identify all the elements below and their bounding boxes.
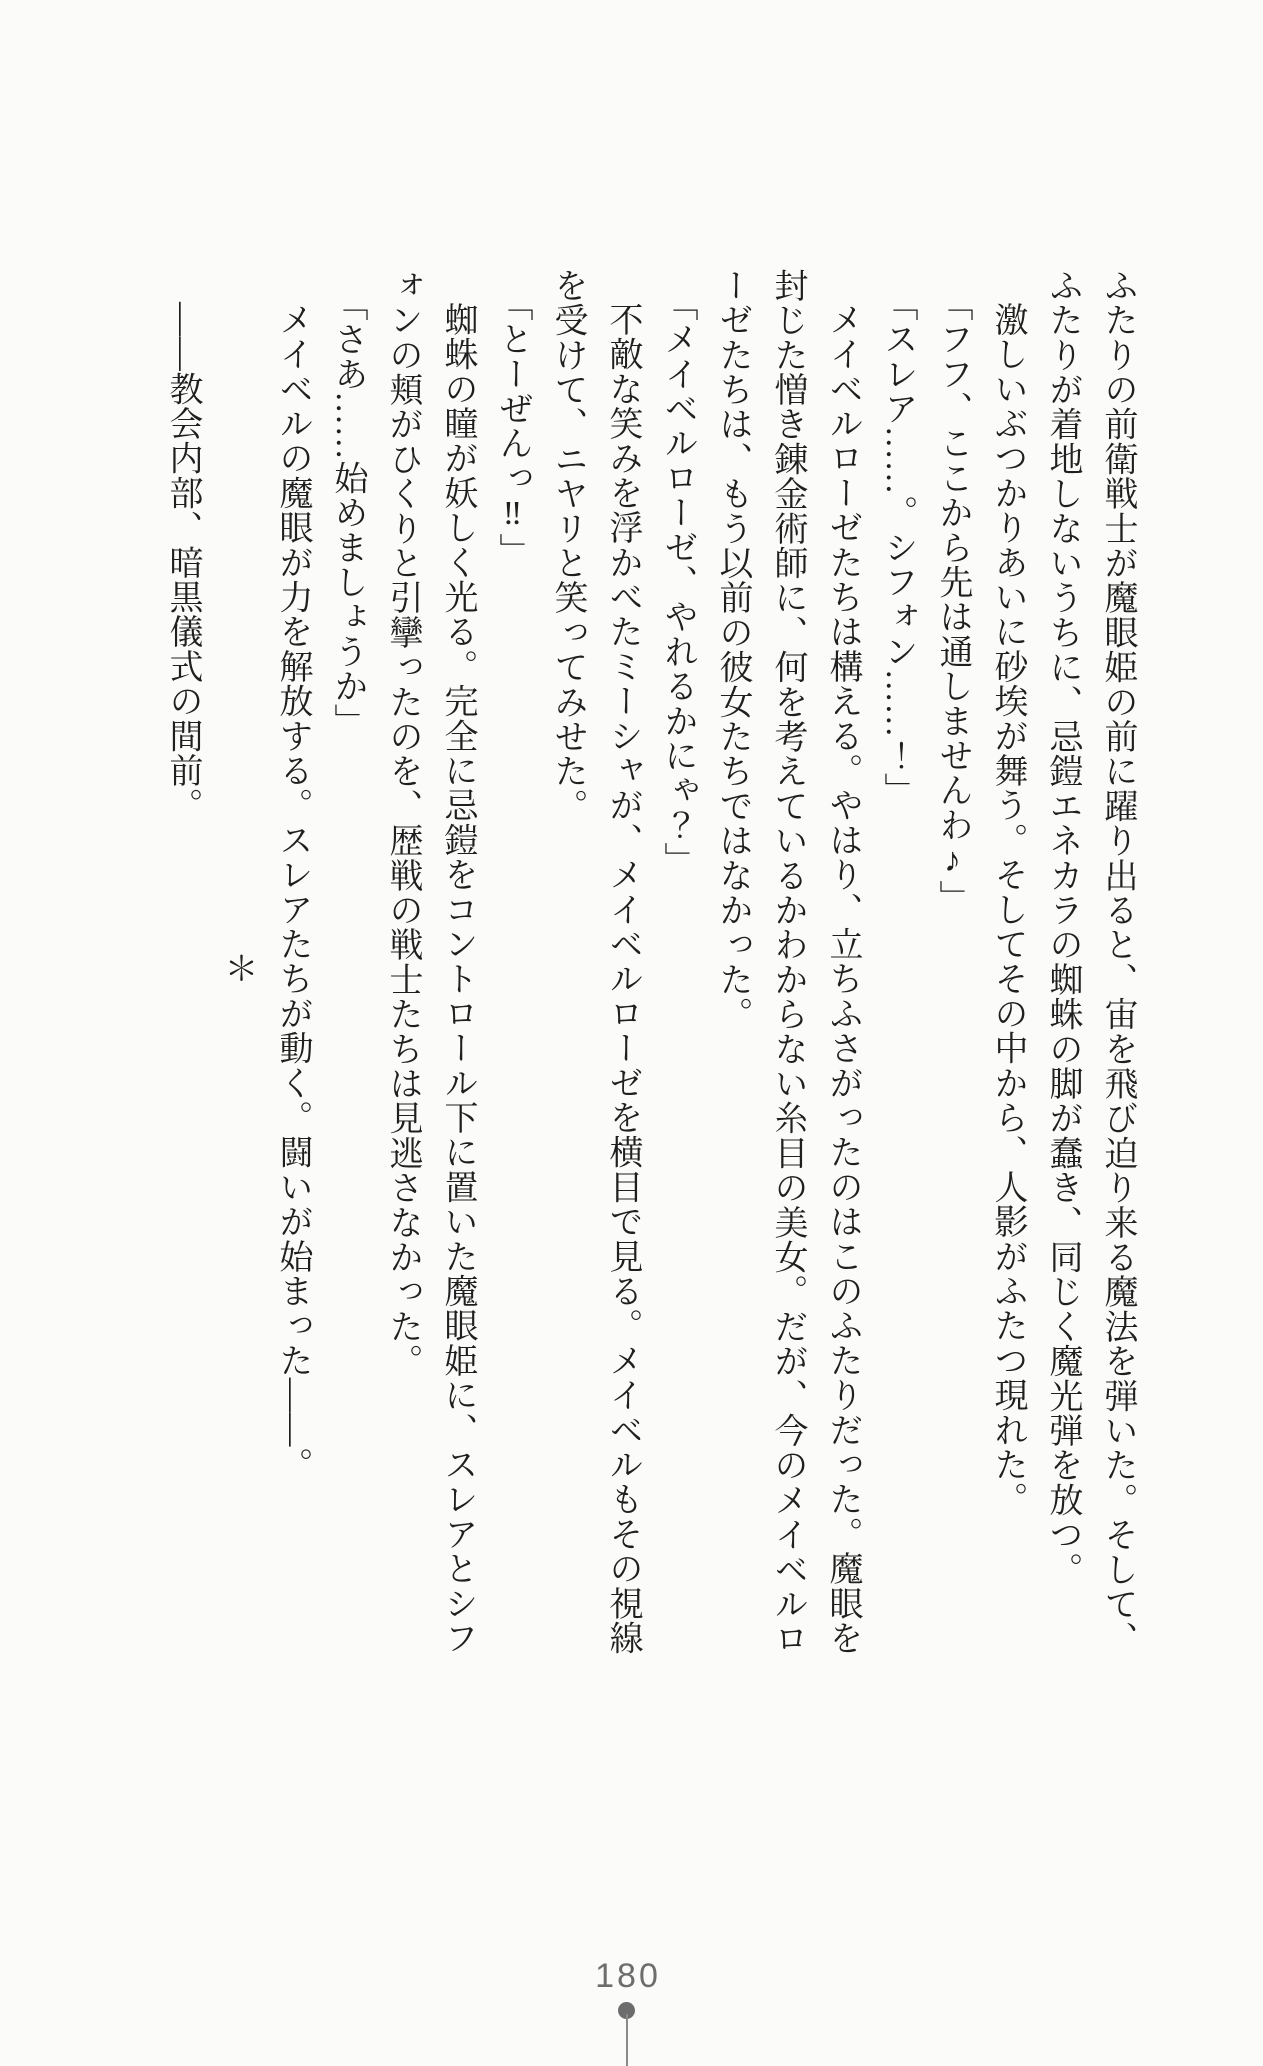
text-line: 「さあ……始めましょうか」 <box>329 286 366 738</box>
text-line: 激しいぶつかりあいに砂埃が舞う。そしてその中から、人影がふたつ現れた。 <box>989 302 1026 1517</box>
text-line: メイベルローゼたちは構える。やはり、立ちふさがったのはこのふたりだった。魔眼を <box>824 302 861 1656</box>
text-line: ーゼたちは、もう以前の彼女たちではなかった。 <box>714 268 751 1032</box>
scene-break-mark: ＊ <box>219 950 256 986</box>
footer-ornament-line <box>626 2014 628 2066</box>
text-line: 不敵な笑みを浮かべたミーシャが、メイベルローゼを横目で見る。メイベルもその視線 <box>604 302 641 1656</box>
body-text <box>155 268 1145 1668</box>
text-line: 「とーぜんっ‼」 <box>494 286 531 568</box>
text-line: 「メイベルローゼ、やれるかにゃ？」 <box>659 286 696 877</box>
text-line: ォンの頬がひくりと引攣ったのを、歴戦の戦士たちは見逃さなかった。 <box>384 268 421 1379</box>
text-line: 「スレア……。シフォン……！」 <box>879 286 916 808</box>
text-line: メイベルの魔眼が力を解放する。スレアたちが動く。闘いが始まった——。 <box>274 302 311 1482</box>
text-line: 蜘蛛の瞳が妖しく光る。完全に忌鎧をコントロール下に置いた魔眼姫に、スレアとシフ <box>439 302 476 1656</box>
text-line: ふたりの前衛戦士が魔眼姫の前に躍り出ると、宙を飛び迫り来る魔法を弾いた。そして、 <box>1099 268 1136 1656</box>
text-line: ふたりが着地しないうちに、忌鎧エネカラの蜘蛛の脚が蠢き、同じく魔光弾を放つ。 <box>1044 268 1081 1587</box>
text-line: ——教会内部、暗黒儀式の間前。 <box>164 302 201 823</box>
text-line: 封じた憎き錬金術師に、何を考えているかわからない糸目の美女。だが、今のメイベルロ <box>769 268 806 1656</box>
text-line: 「フフ、ここから先は通しませんわ♪」 <box>934 286 971 915</box>
page-number: 180 <box>595 1957 661 1995</box>
text-line: を受けて、ニヤリと笑ってみせた。 <box>549 268 586 824</box>
